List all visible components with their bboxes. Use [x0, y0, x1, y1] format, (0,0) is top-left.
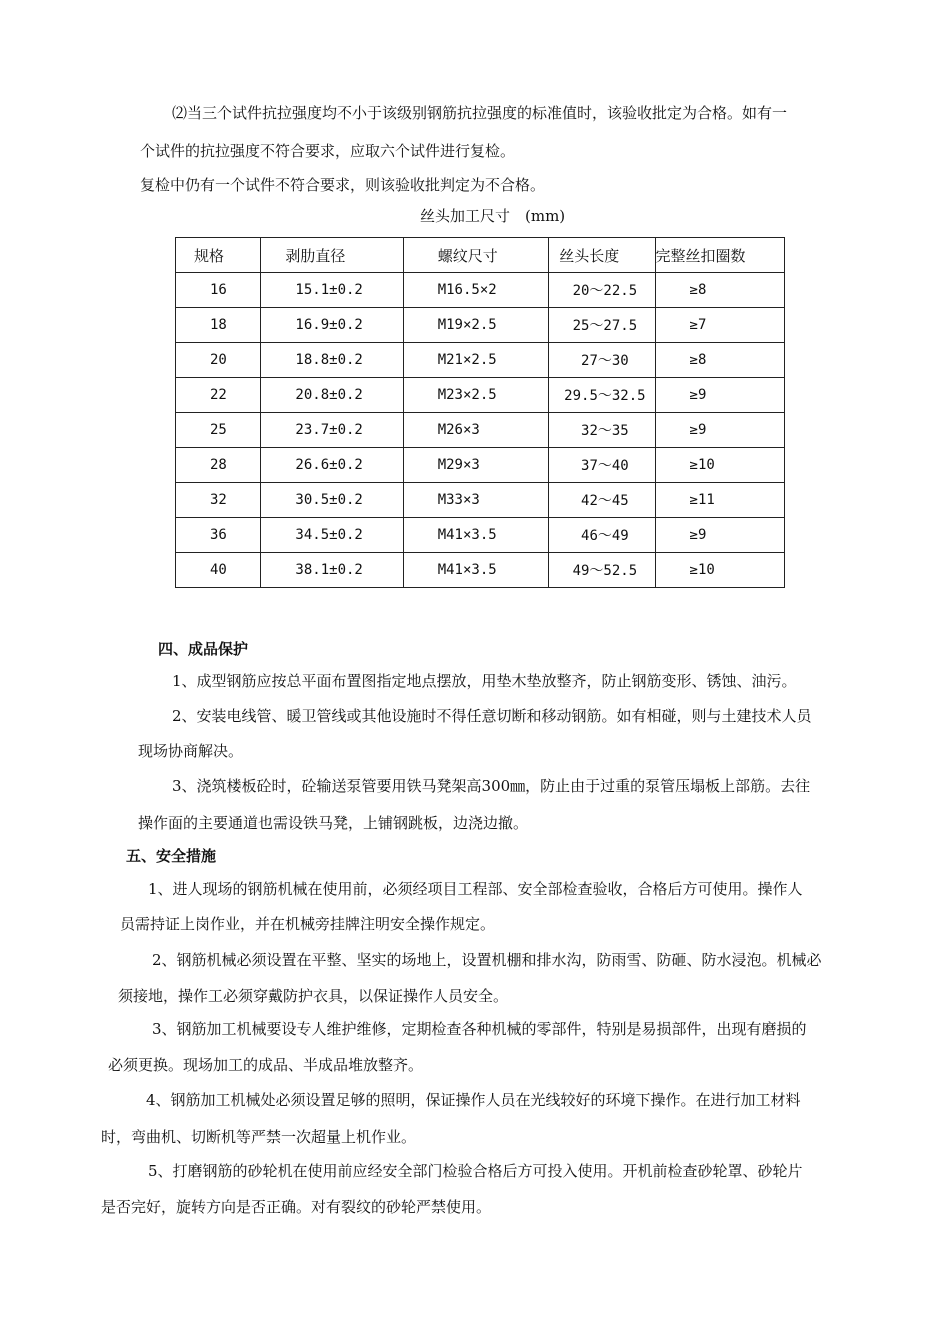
- table-cell: 32～35: [549, 413, 655, 448]
- table-cell: 20.8±0.2: [261, 378, 403, 413]
- table-cell: 18: [176, 308, 261, 343]
- table-cell: ≥8: [655, 343, 784, 378]
- section5-paragraph-5-line-2: 是否完好，旋转方向是否正确。对有裂纹的砂轮严禁使用。: [101, 1198, 492, 1216]
- table-cell: M29×3: [403, 448, 549, 483]
- section5-paragraph-3-line-1: 3、钢筋加工机械要设专人维护维修，定期检查各种机械的零部件，特别是易损部件，出现有磨损的: [152, 1020, 807, 1038]
- section5-paragraph-1-line-1: 1、进人现场的钢筋机械在使用前，必须经项目工程部、安全部检查验收，合格后方可使用。操作人: [148, 880, 803, 898]
- section4-paragraph-1: 1、成型钢筋应按总平面布置图指定地点摆放，用垫木垫放整齐，防止钢筋变形、锈蚀、油污。: [172, 672, 797, 690]
- table-row: [176, 343, 785, 378]
- table-cell: 26.6±0.2: [261, 448, 403, 483]
- table-cell: 42～45: [549, 483, 655, 518]
- table-cell: M26×3: [403, 413, 549, 448]
- table-row: [176, 413, 785, 448]
- section5-paragraph-5-line-1: 5、打磨钢筋的砂轮机在使用前应经安全部门检验合格后方可投入使用。开机前检查砂轮罩、砂轮片: [148, 1162, 803, 1180]
- table-cell: M33×3: [403, 483, 549, 518]
- section5-paragraph-2-line-2: 须接地，操作工必须穿戴防护衣具，以保证操作人员安全。: [118, 987, 509, 1005]
- table-cell: M19×2.5: [403, 308, 549, 343]
- section4-paragraph-3-line-2: 操作面的主要通道也需设铁马凳，上铺钢跳板，边浇边撤。: [138, 814, 529, 832]
- table-cell: 16: [176, 273, 261, 308]
- table-cell: ≥9: [655, 378, 784, 413]
- section4-paragraph-3-line-1: 3、浇筑楼板砼时，砼输送泵管要用铁马凳架高300㎜，防止由于过重的泵管压塌板上部筋。去往: [172, 777, 811, 795]
- table-header-cell: 剥肋直径: [261, 238, 403, 273]
- table-cell: 20: [176, 343, 261, 378]
- intro-line-2: 个试件的抗拉强度不符合要求，应取六个试件进行复检。: [140, 142, 516, 160]
- intro-line-1: ⑵当三个试件抗拉强度均不小于该级别钢筋抗拉强度的标准值时，该验收批定为合格。如有一: [172, 104, 788, 122]
- table-cell: ≥8: [655, 273, 784, 308]
- table-header-cell: 丝头长度: [549, 238, 655, 273]
- section4-paragraph-2-line-2: 现场协商解决。: [138, 742, 244, 760]
- table-cell: 27～30: [549, 343, 655, 378]
- table-cell: ≥9: [655, 413, 784, 448]
- table-row: [176, 483, 785, 518]
- table-cell: 46～49: [549, 518, 655, 553]
- table-cell: ≥11: [655, 483, 784, 518]
- table-header-cell: 规格: [176, 238, 261, 273]
- table-cell: 37～40: [549, 448, 655, 483]
- table-cell: 32: [176, 483, 261, 518]
- thread-dimension-table: [175, 237, 785, 588]
- table-cell: 34.5±0.2: [261, 518, 403, 553]
- table-cell: 16.9±0.2: [261, 308, 403, 343]
- table-row: [176, 308, 785, 343]
- table-row: [176, 378, 785, 413]
- table-cell: M21×2.5: [403, 343, 549, 378]
- table-cell: 29.5～32.5: [549, 378, 655, 413]
- section5-paragraph-3-line-2: 必须更换。现场加工的成品、半成品堆放整齐。: [108, 1056, 424, 1074]
- table-caption: 丝头加工尺寸 (mm): [420, 207, 566, 225]
- table-cell: M23×2.5: [403, 378, 549, 413]
- table-cell: 28: [176, 448, 261, 483]
- table-cell: ≥10: [655, 448, 784, 483]
- table-cell: 40: [176, 553, 261, 588]
- table-header-cell: 螺纹尺寸: [403, 238, 549, 273]
- table-cell: M41×3.5: [403, 553, 549, 588]
- table-header-cell: 完整丝扣圈数: [655, 238, 784, 273]
- table-row: [176, 448, 785, 483]
- section4-heading: 四、成品保护: [158, 640, 249, 658]
- section5-paragraph-4-line-2: 时，弯曲机、切断机等严禁一次超量上机作业。: [101, 1128, 417, 1146]
- table-cell: 22: [176, 378, 261, 413]
- table-cell: M41×3.5: [403, 518, 549, 553]
- table-cell: ≥9: [655, 518, 784, 553]
- section5-paragraph-2-line-1: 2、钢筋机械必须设置在平整、坚实的场地上，设置机棚和排水沟，防雨雪、防砸、防水浸泡。机械必: [152, 951, 822, 969]
- table-cell: 30.5±0.2: [261, 483, 403, 518]
- table-header-row: [176, 238, 785, 273]
- table-cell: 18.8±0.2: [261, 343, 403, 378]
- section4-paragraph-2-line-1: 2、安装电线管、暖卫管线或其他设施时不得任意切断和移动钢筋。如有相碰，则与土建技术人员: [172, 707, 812, 725]
- table-cell: 49～52.5: [549, 553, 655, 588]
- table-row: [176, 273, 785, 308]
- table-cell: M16.5×2: [403, 273, 549, 308]
- table-cell: 25～27.5: [549, 308, 655, 343]
- table-cell: 15.1±0.2: [261, 273, 403, 308]
- section5-paragraph-1-line-2: 员需持证上岗作业，并在机械旁挂牌注明安全操作规定。: [120, 915, 496, 933]
- table-cell: 20～22.5: [549, 273, 655, 308]
- table-cell: 25: [176, 413, 261, 448]
- table-row: [176, 518, 785, 553]
- table-cell: 23.7±0.2: [261, 413, 403, 448]
- section5-paragraph-4-line-1: 4、钢筋加工机械处必须设置足够的照明，保证操作人员在光线较好的环境下操作。在进行加工材料: [146, 1091, 801, 1109]
- table-cell: ≥10: [655, 553, 784, 588]
- table-row: [176, 553, 785, 588]
- section5-heading: 五、安全措施: [126, 847, 217, 865]
- intro-line-3: 复检中仍有一个试件不符合要求，则该验收批判定为不合格。: [140, 176, 546, 194]
- table-cell: 36: [176, 518, 261, 553]
- table-cell: ≥7: [655, 308, 784, 343]
- table-cell: 38.1±0.2: [261, 553, 403, 588]
